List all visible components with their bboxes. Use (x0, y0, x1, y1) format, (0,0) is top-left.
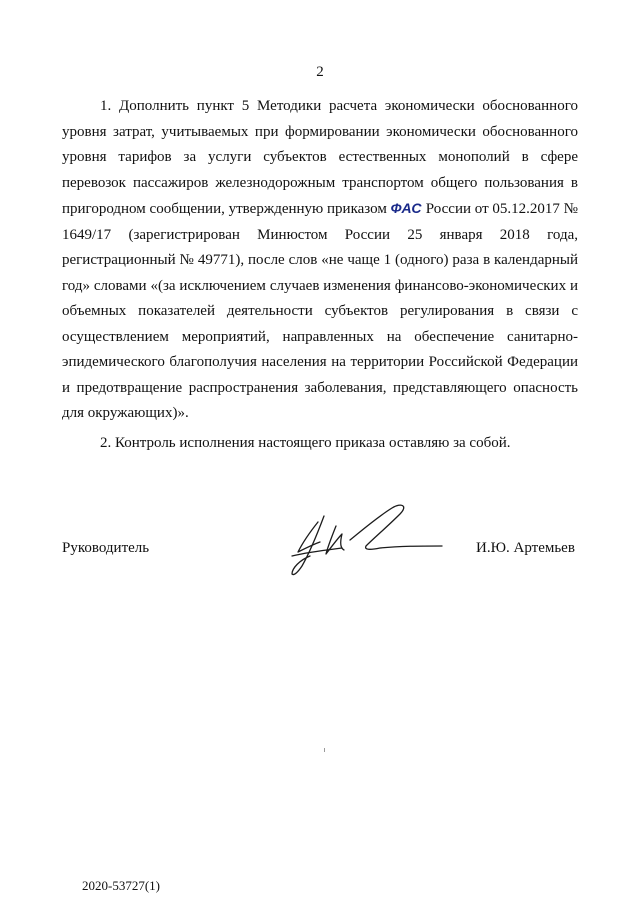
paragraph-1 (62, 94, 578, 427)
signatory-title: Руководитель (62, 540, 150, 556)
paragraph-1-text-end: России от 05.12.2017 № 1649/17 (зарегистрирован Минюстом России 25 января 2018 года, регистрационный № 49771), после слов «не чаще 1 (одного) раза в календарный год» словами «(за исключением случаев изменения финансово-экономических и объемных показателей деятельности субъектов регулирования в связи с осуществлением мероприятий, направленных на обеспечение санитарно-эпидемического благополучия населения на территории Российской Федерации и предотвращение распространения заболевания, представляющего опасность для окружающих)». (62, 201, 578, 421)
page-number: 2 (316, 64, 324, 80)
paragraph-2: 2. Контроль исполнения настоящего приказа оставляю за собой. (100, 434, 511, 451)
order-body-text (62, 94, 578, 456)
scan-artifact (324, 748, 325, 752)
fas-mark: ФАС (390, 200, 423, 216)
document-code: 2020-53727(1) (82, 878, 160, 893)
signatory-name: И.Ю. Артемьев (476, 540, 575, 556)
handwritten-signature (280, 492, 450, 582)
paragraph-1-text-start: 1. Дополнить пункт 5 Методики расчета экономически обоснованного уровня затрат, учитываемых при формировании экономически обоснованного уровня тарифов за услуги субъектов естественных монополий в сфере перевозок пассажиров железнодорожным транспортом общего пользования в пригородном сообщении, утвержденную приказом (62, 98, 578, 217)
